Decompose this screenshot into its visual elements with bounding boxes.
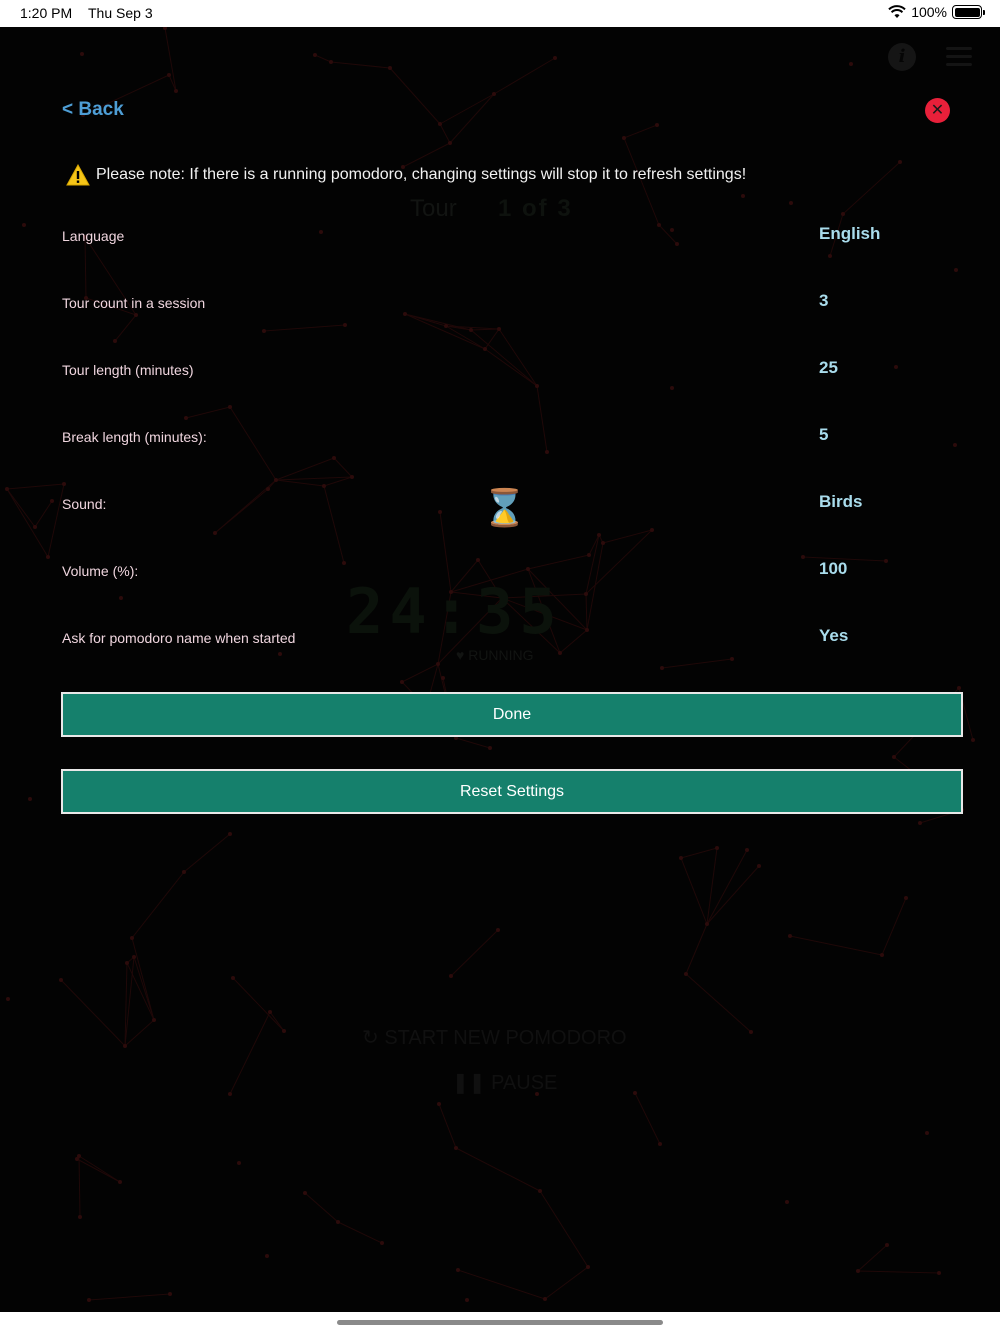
- warning-icon: [66, 164, 90, 186]
- app-screen: [0, 27, 1000, 1312]
- running-status-label: RUNNING: [468, 647, 534, 663]
- hourglass-icon: ⌛: [482, 487, 527, 528]
- wifi-icon: [888, 5, 906, 19]
- status-time: 1:20 PM: [20, 5, 73, 21]
- settings-note-text: Please note: If there is a running pomodoro, changing settings will stop it to refresh settings!: [96, 166, 747, 183]
- setting-label: Language: [62, 228, 125, 244]
- setting-label: Ask for pomodoro name when started: [62, 630, 296, 646]
- setting-row-volume: [62, 557, 952, 587]
- language-select[interactable]: English: [819, 224, 881, 243]
- pause-icon: ❚❚: [452, 1072, 486, 1094]
- pause: [452, 1070, 557, 1095]
- battery-icon: [952, 5, 982, 19]
- refresh-icon: ↻: [362, 1027, 379, 1049]
- setting-row-break-length: [62, 423, 952, 453]
- info-icon: i: [888, 43, 916, 71]
- setting-row-language: [62, 222, 952, 252]
- setting-row-ask-name: [62, 624, 952, 654]
- setting-label: Tour count in a session: [62, 295, 206, 311]
- setting-label: Break length (minutes):: [62, 429, 207, 445]
- home-indicator-area: [0, 1312, 1000, 1334]
- menu-icon: [946, 47, 972, 71]
- tour-length-select[interactable]: 25: [819, 358, 838, 377]
- start-new-pomodoro: [362, 1025, 627, 1050]
- setting-row-tour-count: [62, 289, 952, 319]
- battery-fill: [955, 8, 980, 17]
- close-icon[interactable]: ✕: [925, 98, 950, 123]
- setting-label: Volume (%):: [62, 563, 139, 579]
- tour-label: Tour: [410, 195, 457, 222]
- start-new-pomodoro-label: START NEW POMODORO: [384, 1027, 627, 1049]
- timer-display: 24:35: [346, 575, 563, 648]
- status-right: [888, 4, 982, 20]
- setting-label: Tour length (minutes): [62, 362, 194, 378]
- back-button[interactable]: < Back: [62, 99, 124, 120]
- volume-select[interactable]: 100: [819, 559, 848, 578]
- setting-row-tour-length: [62, 356, 952, 386]
- reset-settings-button[interactable]: Reset Settings: [61, 769, 963, 814]
- setting-label: Sound:: [62, 496, 107, 512]
- heart-icon: ♥: [456, 647, 465, 663]
- status-date: Thu Sep 3: [88, 5, 153, 21]
- ask-name-select[interactable]: Yes: [819, 626, 849, 645]
- status-bar: [0, 0, 1000, 27]
- settings-note: [66, 164, 746, 186]
- tour-count-select[interactable]: 3: [819, 291, 829, 310]
- sound-select[interactable]: Birds: [819, 492, 863, 511]
- setting-row-sound: [62, 490, 952, 520]
- background-app: [0, 27, 1000, 1312]
- pause-label: PAUSE: [491, 1072, 558, 1094]
- home-indicator[interactable]: [337, 1320, 663, 1325]
- done-button[interactable]: Done: [61, 692, 963, 737]
- battery-percent: 100%: [911, 4, 947, 20]
- break-length-select[interactable]: 5: [819, 425, 829, 444]
- tour-count: 1 of 3: [498, 195, 573, 222]
